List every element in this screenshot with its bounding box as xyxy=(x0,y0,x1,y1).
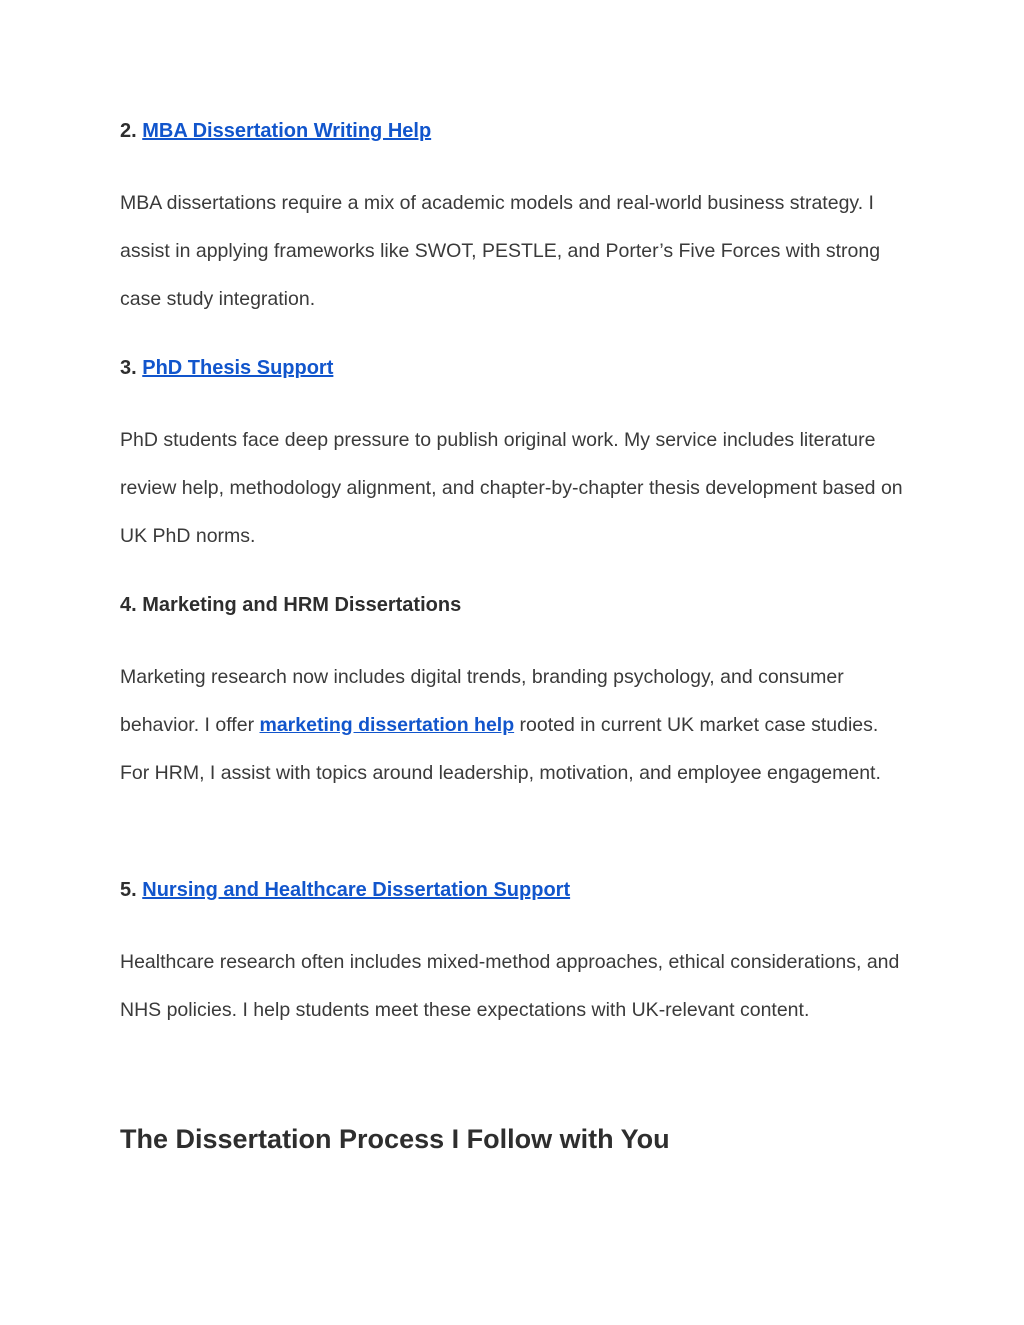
section-number: 2. xyxy=(120,120,137,142)
section-title: Marketing and HRM Dissertations xyxy=(142,594,462,616)
section-body-phd: PhD students face deep pressure to publish original work. My service includes literature review help, methodology alignment, and chapter-by-chapter thesis development based on UK PhD norms. xyxy=(120,429,903,547)
body-text-after-link: rooted in current UK market case studies. For HRM, I assist with topics around leadership, motivation, and employee engagement. xyxy=(120,714,881,784)
mba-dissertation-link[interactable]: MBA Dissertation Writing Help xyxy=(142,120,432,142)
section-number: 5. xyxy=(120,879,137,901)
section-heading-marketing xyxy=(120,594,461,617)
section-heading-mba xyxy=(120,120,431,143)
marketing-dissertation-link[interactable]: marketing dissertation help xyxy=(259,714,515,736)
section-number: 3. xyxy=(120,357,137,379)
nursing-healthcare-link[interactable]: Nursing and Healthcare Dissertation Support xyxy=(142,879,571,901)
section-body-nursing: Healthcare research often includes mixed-method approaches, ethical considerations, and NHS policies. I help students meet these expectations with UK-relevant content. xyxy=(120,951,900,1021)
section-body-marketing xyxy=(120,653,910,797)
process-heading: The Dissertation Process I Follow with You xyxy=(120,1124,670,1154)
phd-thesis-link[interactable]: PhD Thesis Support xyxy=(142,357,334,379)
body-text-before-link: Marketing research now includes digital trends, branding psychology, and consumer behavior. I offer xyxy=(120,666,844,736)
section-number: 4. xyxy=(120,594,137,616)
section-heading-nursing xyxy=(120,879,570,902)
section-body-mba: MBA dissertations require a mix of academic models and real-world business strategy. I assist in applying frameworks like SWOT, PESTLE, and Porter’s Five Forces with strong case study integration. xyxy=(120,192,881,310)
section-heading-phd xyxy=(120,357,333,380)
